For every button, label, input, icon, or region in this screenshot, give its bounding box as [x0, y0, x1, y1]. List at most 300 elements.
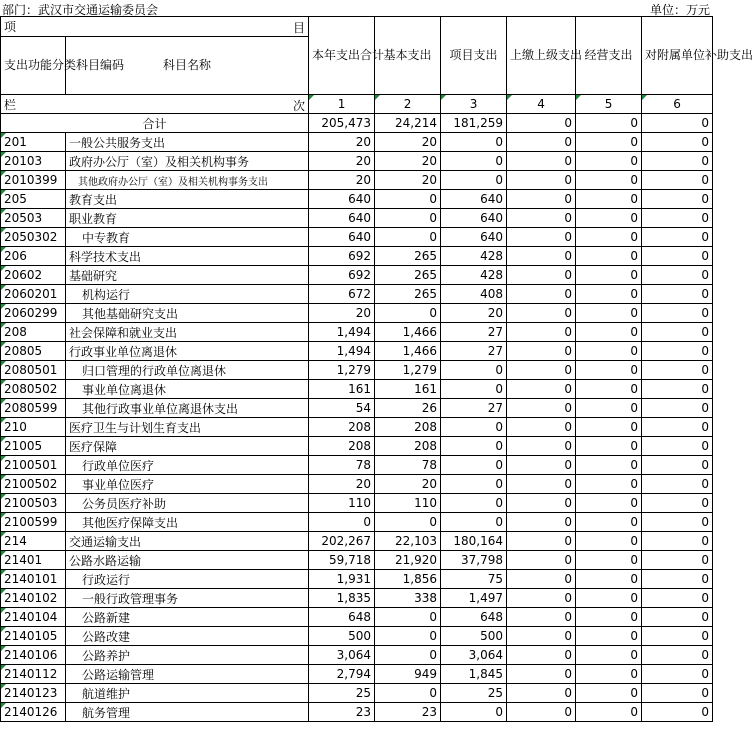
row-name: 教育支出 — [66, 190, 309, 209]
row-c2: 0 — [375, 627, 441, 646]
row-c5: 0 — [576, 304, 642, 323]
row-name: 其他基础研究支出 — [66, 304, 309, 323]
row-code: 20103 — [1, 152, 66, 171]
row-c6: 0 — [642, 627, 713, 646]
row-c3: 640 — [441, 209, 507, 228]
table-row — [1, 494, 713, 513]
row-c5: 0 — [576, 152, 642, 171]
row-c5: 0 — [576, 171, 642, 190]
row-c3: 0 — [441, 380, 507, 399]
row-c2: 1,466 — [375, 323, 441, 342]
row-c5: 0 — [576, 456, 642, 475]
row-c4: 0 — [507, 209, 576, 228]
row-name: 职业教育 — [66, 209, 309, 228]
row-c6: 0 — [642, 589, 713, 608]
row-c6: 0 — [642, 399, 713, 418]
row-code: 2080599 — [1, 399, 66, 418]
row-c2: 265 — [375, 285, 441, 304]
row-c5: 0 — [576, 380, 642, 399]
row-c3: 0 — [441, 171, 507, 190]
row-c5: 0 — [576, 513, 642, 532]
total-c3: 181,259 — [441, 114, 507, 133]
row-c6: 0 — [642, 247, 713, 266]
mu-label: 目 — [293, 21, 306, 35]
row-name: 公路新建 — [66, 608, 309, 627]
row-c6: 0 — [642, 171, 713, 190]
col-header-code: 支出功能分类科目编码 — [1, 37, 66, 95]
row-c5: 0 — [576, 323, 642, 342]
row-c5: 0 — [576, 475, 642, 494]
row-c6: 0 — [642, 266, 713, 285]
row-c2: 26 — [375, 399, 441, 418]
row-code: 21401 — [1, 551, 66, 570]
row-c3: 500 — [441, 627, 507, 646]
row-c3: 428 — [441, 266, 507, 285]
row-c2: 22,103 — [375, 532, 441, 551]
row-c3: 1,497 — [441, 589, 507, 608]
row-c5: 0 — [576, 247, 642, 266]
table-row — [1, 570, 713, 589]
row-code: 2080502 — [1, 380, 66, 399]
row-c2: 0 — [375, 684, 441, 703]
row-c6: 0 — [642, 665, 713, 684]
row-c5: 0 — [576, 570, 642, 589]
row-name: 基础研究 — [66, 266, 309, 285]
row-c6: 0 — [642, 437, 713, 456]
report-header — [0, 0, 714, 16]
lan-ci-cell — [1, 95, 309, 114]
row-c2: 0 — [375, 304, 441, 323]
col-number-3: 3 — [441, 95, 507, 114]
row-c4: 0 — [507, 703, 576, 722]
row-c5: 0 — [576, 646, 642, 665]
row-c5: 0 — [576, 627, 642, 646]
row-code: 208 — [1, 323, 66, 342]
row-c1: 23 — [309, 703, 375, 722]
row-name: 公路养护 — [66, 646, 309, 665]
row-c1: 208 — [309, 418, 375, 437]
table-row — [1, 209, 713, 228]
row-c1: 0 — [309, 513, 375, 532]
row-name: 公务员医疗补助 — [66, 494, 309, 513]
row-c2: 161 — [375, 380, 441, 399]
row-c6: 0 — [642, 304, 713, 323]
row-c5: 0 — [576, 684, 642, 703]
row-c5: 0 — [576, 133, 642, 152]
row-c5: 0 — [576, 285, 642, 304]
table-row — [1, 380, 713, 399]
row-c4: 0 — [507, 532, 576, 551]
row-code: 2050302 — [1, 228, 66, 247]
table-row — [1, 551, 713, 570]
row-c1: 1,494 — [309, 342, 375, 361]
row-code: 2080501 — [1, 361, 66, 380]
row-c4: 0 — [507, 608, 576, 627]
table-row — [1, 190, 713, 209]
col-header-total: 本年支出合计 — [309, 17, 375, 95]
row-c6: 0 — [642, 494, 713, 513]
row-name: 医疗卫生与计划生育支出 — [66, 418, 309, 437]
row-c4: 0 — [507, 589, 576, 608]
row-c5: 0 — [576, 437, 642, 456]
header-row-numbers — [1, 95, 713, 114]
ci-label: 次 — [293, 99, 306, 113]
total-row — [1, 114, 713, 133]
table-row — [1, 228, 713, 247]
row-c6: 0 — [642, 209, 713, 228]
row-c6: 0 — [642, 380, 713, 399]
row-c4: 0 — [507, 494, 576, 513]
table-row — [1, 456, 713, 475]
row-c3: 0 — [441, 133, 507, 152]
row-c5: 0 — [576, 494, 642, 513]
row-code: 2100501 — [1, 456, 66, 475]
row-name: 社会保障和就业支出 — [66, 323, 309, 342]
row-name: 机构运行 — [66, 285, 309, 304]
col-header-name: 科目名称 — [66, 37, 309, 95]
row-c3: 1,845 — [441, 665, 507, 684]
row-c4: 0 — [507, 133, 576, 152]
row-c5: 0 — [576, 665, 642, 684]
col-header-project: 项目支出 — [441, 17, 507, 95]
row-code: 20602 — [1, 266, 66, 285]
row-c6: 0 — [642, 456, 713, 475]
row-c1: 54 — [309, 399, 375, 418]
row-c1: 161 — [309, 380, 375, 399]
row-c2: 265 — [375, 266, 441, 285]
row-name: 航道维护 — [66, 684, 309, 703]
col-number-2: 2 — [375, 95, 441, 114]
row-c6: 0 — [642, 418, 713, 437]
row-code: 205 — [1, 190, 66, 209]
row-c3: 648 — [441, 608, 507, 627]
row-c5: 0 — [576, 190, 642, 209]
row-c3: 3,064 — [441, 646, 507, 665]
table-row — [1, 532, 713, 551]
row-name: 行政运行 — [66, 570, 309, 589]
row-c3: 0 — [441, 494, 507, 513]
row-code: 20805 — [1, 342, 66, 361]
row-c4: 0 — [507, 247, 576, 266]
row-c2: 20 — [375, 133, 441, 152]
table-row — [1, 418, 713, 437]
row-name: 公路改建 — [66, 627, 309, 646]
row-c6: 0 — [642, 133, 713, 152]
col-number-1: 1 — [309, 95, 375, 114]
row-c6: 0 — [642, 684, 713, 703]
row-c1: 1,931 — [309, 570, 375, 589]
row-c6: 0 — [642, 190, 713, 209]
row-c6: 0 — [642, 342, 713, 361]
row-name: 归口管理的行政单位离退休 — [66, 361, 309, 380]
table-row — [1, 133, 713, 152]
row-c5: 0 — [576, 418, 642, 437]
table-row — [1, 703, 713, 722]
row-code: 206 — [1, 247, 66, 266]
row-c1: 500 — [309, 627, 375, 646]
row-c1: 692 — [309, 266, 375, 285]
row-c4: 0 — [507, 285, 576, 304]
row-code: 2060201 — [1, 285, 66, 304]
row-c4: 0 — [507, 152, 576, 171]
row-c3: 0 — [441, 361, 507, 380]
row-code: 2140106 — [1, 646, 66, 665]
row-code: 2100599 — [1, 513, 66, 532]
xiang-mu-cell — [1, 17, 309, 37]
row-c4: 0 — [507, 380, 576, 399]
row-c2: 20 — [375, 152, 441, 171]
row-c6: 0 — [642, 361, 713, 380]
header-row-xiang — [1, 17, 713, 37]
row-c4: 0 — [507, 437, 576, 456]
row-c1: 25 — [309, 684, 375, 703]
row-c3: 180,164 — [441, 532, 507, 551]
row-c2: 208 — [375, 418, 441, 437]
row-name: 科学技术支出 — [66, 247, 309, 266]
table-row — [1, 437, 713, 456]
table-row — [1, 247, 713, 266]
row-c4: 0 — [507, 665, 576, 684]
table-row — [1, 589, 713, 608]
row-c3: 25 — [441, 684, 507, 703]
row-c4: 0 — [507, 418, 576, 437]
row-code: 2140105 — [1, 627, 66, 646]
row-name: 公路运输管理 — [66, 665, 309, 684]
col-header-subsidy: 对附属单位补助支出 — [642, 17, 713, 95]
row-c1: 692 — [309, 247, 375, 266]
table-row — [1, 608, 713, 627]
col-number-5: 5 — [576, 95, 642, 114]
row-c4: 0 — [507, 570, 576, 589]
row-c6: 0 — [642, 285, 713, 304]
total-c2: 24,214 — [375, 114, 441, 133]
table-row — [1, 684, 713, 703]
row-c3: 428 — [441, 247, 507, 266]
row-c2: 20 — [375, 475, 441, 494]
row-c3: 0 — [441, 437, 507, 456]
table-row — [1, 342, 713, 361]
row-c3: 408 — [441, 285, 507, 304]
row-c6: 0 — [642, 228, 713, 247]
row-name: 公路水路运输 — [66, 551, 309, 570]
row-c2: 110 — [375, 494, 441, 513]
row-c4: 0 — [507, 399, 576, 418]
row-c2: 0 — [375, 190, 441, 209]
total-c1: 205,473 — [309, 114, 375, 133]
table-row — [1, 171, 713, 190]
total-c6: 0 — [642, 114, 713, 133]
table-row — [1, 304, 713, 323]
row-c5: 0 — [576, 703, 642, 722]
row-c3: 0 — [441, 513, 507, 532]
department-label: 部门：武汉市交通运输委员会 — [2, 3, 159, 17]
row-c3: 640 — [441, 228, 507, 247]
row-c1: 640 — [309, 190, 375, 209]
row-c3: 0 — [441, 152, 507, 171]
row-c4: 0 — [507, 323, 576, 342]
row-name: 交通运输支出 — [66, 532, 309, 551]
row-c5: 0 — [576, 551, 642, 570]
row-c4: 0 — [507, 513, 576, 532]
row-c2: 0 — [375, 513, 441, 532]
row-name: 行政事业单位离退休 — [66, 342, 309, 361]
total-c4: 0 — [507, 114, 576, 133]
row-c2: 0 — [375, 209, 441, 228]
row-code: 20503 — [1, 209, 66, 228]
row-c3: 37,798 — [441, 551, 507, 570]
row-code: 210 — [1, 418, 66, 437]
row-c3: 0 — [441, 703, 507, 722]
row-name: 其他医疗保障支出 — [66, 513, 309, 532]
row-c5: 0 — [576, 532, 642, 551]
row-name: 医疗保障 — [66, 437, 309, 456]
row-c3: 20 — [441, 304, 507, 323]
row-c4: 0 — [507, 266, 576, 285]
row-c1: 78 — [309, 456, 375, 475]
table-row — [1, 646, 713, 665]
row-c4: 0 — [507, 342, 576, 361]
row-c5: 0 — [576, 342, 642, 361]
row-c5: 0 — [576, 589, 642, 608]
row-code: 2140102 — [1, 589, 66, 608]
row-c6: 0 — [642, 475, 713, 494]
row-c2: 20 — [375, 171, 441, 190]
row-c2: 0 — [375, 228, 441, 247]
row-name: 其他政府办公厅（室）及相关机构事务支出 — [66, 171, 309, 190]
row-c3: 0 — [441, 475, 507, 494]
row-code: 2140126 — [1, 703, 66, 722]
row-code: 2140123 — [1, 684, 66, 703]
col-header-basic: 基本支出 — [375, 17, 441, 95]
row-name: 政府办公厅（室）及相关机构事务 — [66, 152, 309, 171]
row-c4: 0 — [507, 551, 576, 570]
table-row — [1, 266, 713, 285]
row-c1: 20 — [309, 304, 375, 323]
row-c2: 21,920 — [375, 551, 441, 570]
row-c2: 0 — [375, 646, 441, 665]
row-c1: 1,494 — [309, 323, 375, 342]
lan-label: 栏 — [4, 97, 17, 112]
row-name: 航务管理 — [66, 703, 309, 722]
row-c4: 0 — [507, 361, 576, 380]
col-number-4: 4 — [507, 95, 576, 114]
row-c1: 3,064 — [309, 646, 375, 665]
row-c1: 20 — [309, 475, 375, 494]
row-c1: 640 — [309, 228, 375, 247]
row-c2: 208 — [375, 437, 441, 456]
row-c2: 1,279 — [375, 361, 441, 380]
row-c3: 27 — [441, 399, 507, 418]
row-name: 行政单位医疗 — [66, 456, 309, 475]
row-c2: 23 — [375, 703, 441, 722]
row-c5: 0 — [576, 266, 642, 285]
row-code: 201 — [1, 133, 66, 152]
unit-label: 单位：万元 — [649, 3, 710, 17]
row-c1: 20 — [309, 171, 375, 190]
row-c1: 110 — [309, 494, 375, 513]
row-name: 一般公共服务支出 — [66, 133, 309, 152]
row-code: 2100503 — [1, 494, 66, 513]
row-c4: 0 — [507, 228, 576, 247]
row-c2: 0 — [375, 608, 441, 627]
row-c5: 0 — [576, 228, 642, 247]
row-c2: 338 — [375, 589, 441, 608]
row-c4: 0 — [507, 646, 576, 665]
xiang-label: 项 — [4, 20, 17, 34]
row-name: 中专教育 — [66, 228, 309, 247]
row-c3: 0 — [441, 456, 507, 475]
row-c1: 20 — [309, 152, 375, 171]
table-row — [1, 513, 713, 532]
row-c6: 0 — [642, 551, 713, 570]
row-c6: 0 — [642, 608, 713, 627]
row-c4: 0 — [507, 456, 576, 475]
table-row — [1, 475, 713, 494]
row-c1: 640 — [309, 209, 375, 228]
row-code: 2010399 — [1, 171, 66, 190]
row-c4: 0 — [507, 627, 576, 646]
row-name: 其他行政事业单位离退休支出 — [66, 399, 309, 418]
row-c3: 75 — [441, 570, 507, 589]
row-code: 2140112 — [1, 665, 66, 684]
table-row — [1, 285, 713, 304]
row-c3: 27 — [441, 342, 507, 361]
row-c6: 0 — [642, 532, 713, 551]
row-code: 214 — [1, 532, 66, 551]
row-c1: 20 — [309, 133, 375, 152]
row-c6: 0 — [642, 152, 713, 171]
row-c5: 0 — [576, 399, 642, 418]
row-name: 一般行政管理事务 — [66, 589, 309, 608]
row-code: 2060299 — [1, 304, 66, 323]
row-c3: 640 — [441, 190, 507, 209]
col-header-upper: 上缴上级支出 — [507, 17, 576, 95]
row-c2: 1,466 — [375, 342, 441, 361]
table-row — [1, 399, 713, 418]
row-code: 2140101 — [1, 570, 66, 589]
row-name: 事业单位医疗 — [66, 475, 309, 494]
row-c2: 78 — [375, 456, 441, 475]
row-c4: 0 — [507, 190, 576, 209]
row-c1: 59,718 — [309, 551, 375, 570]
row-c4: 0 — [507, 684, 576, 703]
col-header-operating: 经营支出 — [576, 17, 642, 95]
row-name: 事业单位离退休 — [66, 380, 309, 399]
row-c1: 202,267 — [309, 532, 375, 551]
row-c5: 0 — [576, 361, 642, 380]
row-code: 2100502 — [1, 475, 66, 494]
table-row — [1, 627, 713, 646]
row-c6: 0 — [642, 646, 713, 665]
expenditure-table — [0, 16, 753, 722]
row-c1: 648 — [309, 608, 375, 627]
total-c5: 0 — [576, 114, 642, 133]
row-c2: 265 — [375, 247, 441, 266]
row-c2: 1,856 — [375, 570, 441, 589]
table-row — [1, 361, 713, 380]
row-c6: 0 — [642, 570, 713, 589]
row-code: 21005 — [1, 437, 66, 456]
row-c4: 0 — [507, 475, 576, 494]
row-c1: 2,794 — [309, 665, 375, 684]
total-label: 合计 — [1, 114, 309, 133]
row-c6: 0 — [642, 323, 713, 342]
row-c1: 672 — [309, 285, 375, 304]
row-c4: 0 — [507, 171, 576, 190]
row-c5: 0 — [576, 608, 642, 627]
table-row — [1, 665, 713, 684]
row-c6: 0 — [642, 513, 713, 532]
